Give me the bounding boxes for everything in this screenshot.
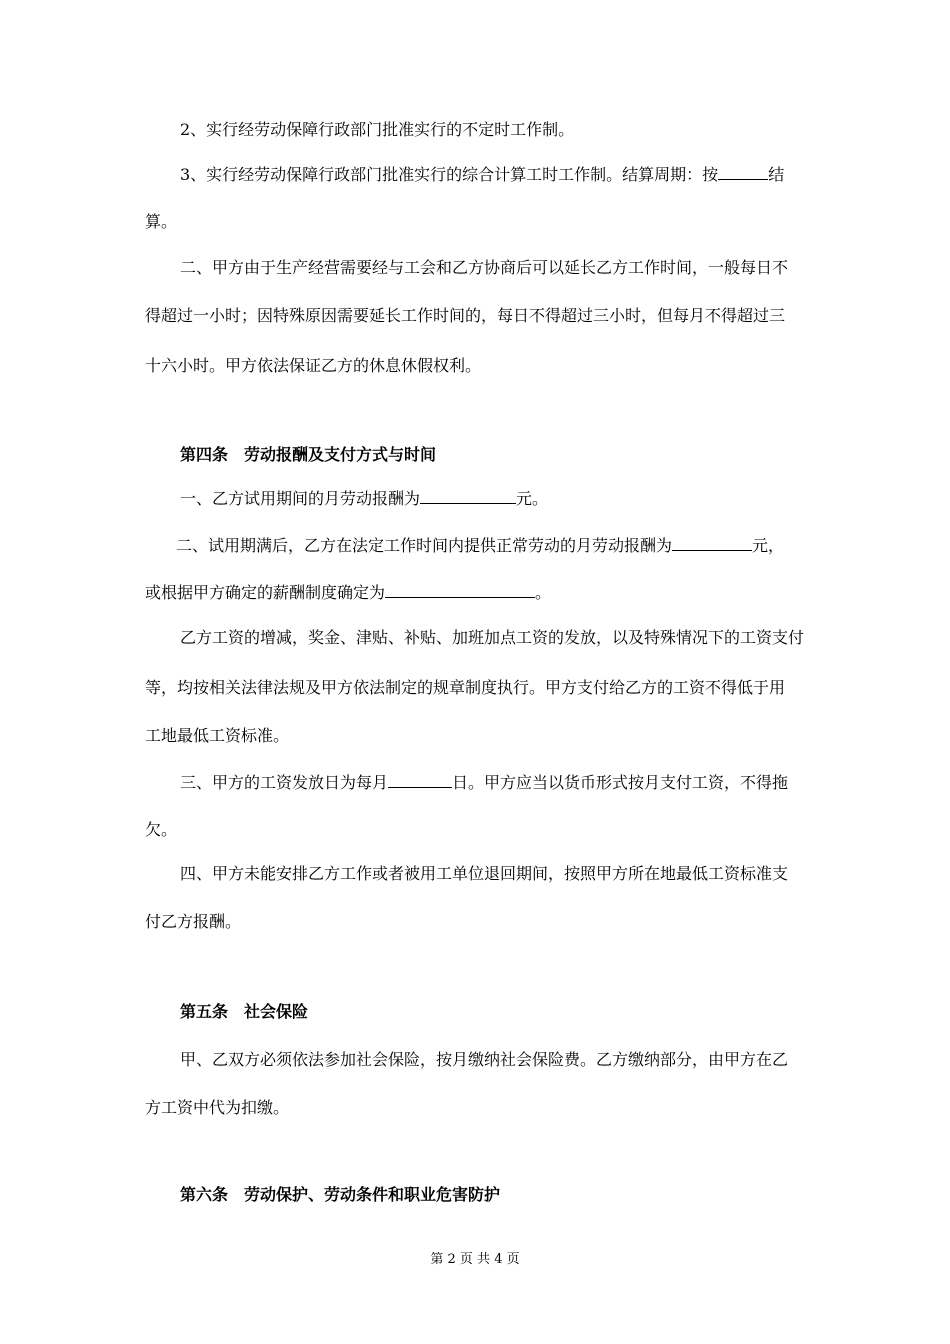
paragraph-overtime: 二、甲方由于生产经营需要经与工会和乙方协商后可以延长乙方工作时间，一般每日不 (180, 258, 789, 277)
article-4-item-3: 三、甲方的工资发放日为每月 日。甲方应当以货币形式按月支付工资，不得拖 (180, 773, 789, 792)
article-5-text-cont: 方工资中代为扣缴。 (145, 1098, 290, 1117)
article-4-wage-para-cont-1: 等，均按相关法律法规及甲方依法制定的规章制度执行。甲方支付给乙方的工资不得低于用 (145, 678, 786, 697)
article-4-wage-para-cont-2: 工地最低工资标准。 (145, 726, 290, 745)
article-4-item-4-cont: 付乙方报酬。 (145, 912, 242, 931)
paragraph-overtime-cont-2: 十六小时。甲方依法保证乙方的休息休假权利。 (145, 356, 482, 375)
article-4-item-2-cont: 或根据甲方确定的薪酬制度确定为 。 (145, 583, 552, 602)
article-5-text: 甲、乙双方必须依法参加社会保险，按月缴纳社会保险费。乙方缴纳部分，由甲方在乙 (180, 1050, 789, 1069)
article-4-wage-para: 乙方工资的增减，奖金、津贴、补贴、加班加点工资的发放，以及特殊情况下的工资支付 (180, 628, 805, 647)
article-4-item-4: 四、甲方未能安排乙方工作或者被用工单位退回期间，按照甲方所在地最低工资标准支 (180, 864, 789, 883)
article-4-heading: 第四条 劳动报酬及支付方式与时间 (180, 445, 437, 464)
paragraph-item-3-cont: 算。 (145, 212, 178, 231)
paragraph-item-3: 3、实行经劳动保障行政部门批准实行的综合计算工时工作制。结算周期：按 结 (180, 165, 785, 184)
salary-system-blank (385, 582, 535, 598)
settlement-period-blank (718, 164, 768, 180)
payday-blank (388, 772, 452, 788)
article-6-heading: 第六条 劳动保护、劳动条件和职业危害防护 (180, 1185, 501, 1204)
article-4-item-1: 一、乙方试用期间的月劳动报酬为 元。 (180, 489, 549, 508)
article-5-heading: 第五条 社会保险 (180, 1002, 309, 1021)
page-footer: 第 2 页 共 4 页 (430, 1252, 520, 1267)
regular-salary-blank (672, 535, 752, 551)
probation-salary-blank (420, 488, 516, 504)
article-4-item-3-cont: 欠。 (145, 820, 178, 839)
paragraph-overtime-cont-1: 得超过一小时；因特殊原因需要延长工作时间的，每日不得超过三小时，但每月不得超过三 (145, 306, 786, 325)
article-4-item-2: 二、试用期满后，乙方在法定工作时间内提供正常劳动的月劳动报酬为 元， (176, 536, 785, 555)
paragraph-item-2: 2、实行经劳动保障行政部门批准实行的不定时工作制。 (180, 120, 575, 139)
